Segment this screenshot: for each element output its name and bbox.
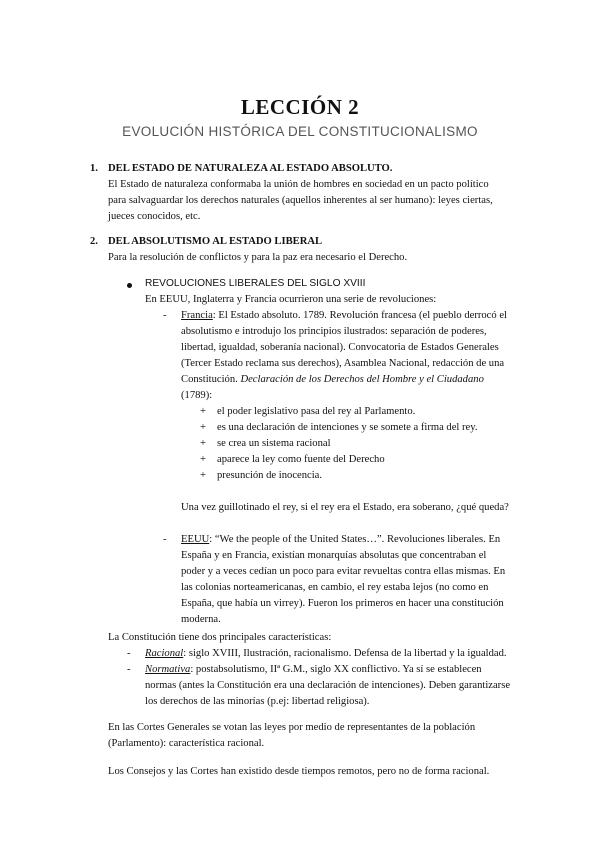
section2-heading: DEL ABSOLUTISMO AL ESTADO LIBERAL	[108, 236, 323, 247]
eeuu-dash: -	[163, 534, 167, 545]
eeuu-line-1	[181, 532, 500, 548]
plus-symbol: +	[200, 406, 206, 417]
bullet-intro: En EEUU, Inglaterra y Francia ocurrieron una serie de revoluciones:	[145, 294, 437, 305]
bullet-dot	[127, 283, 132, 288]
section2-number: 2.	[90, 236, 98, 247]
normativa-line-3: los derechos de las minorías (p.ej: libertad religiosa).	[145, 696, 370, 707]
page-subtitle: EVOLUCIÓN HISTÓRICA DEL CONSTITUCIONALISMO	[122, 124, 478, 139]
francia-line-5	[181, 372, 484, 388]
constitucion-intro: La Constitución tiene dos principales características:	[108, 632, 332, 643]
plus-item-5: presunción de inocencia.	[217, 470, 323, 481]
normativa-label: Normativa	[145, 664, 191, 675]
plus-symbol: +	[200, 438, 206, 449]
section1-line-1: El Estado de naturaleza conformaba la unión de hombres en sociedad en un pacto político	[108, 179, 489, 190]
bullet-heading: REVOLUCIONES LIBERALES DEL SIGLO XVIII	[145, 278, 366, 289]
eeuu-label: EEUU	[181, 534, 210, 545]
section2-intro: Para la resolución de conflictos y para la paz era necesario el Derecho.	[108, 252, 408, 263]
francia-question: Una vez guillotinado el rey, si el rey era el Estado, era soberano, ¿qué queda?	[181, 502, 509, 513]
normativa-line-2: normas (antes la Constitución era una declaración de intenciones). Deben garantizarse	[145, 680, 511, 691]
francia-line-2: absolutismo e introdujo los principios ilustrados: separación de poderes,	[181, 326, 487, 337]
plus-item-2: es una declaración de intenciones y se somete a firma del rey.	[217, 422, 478, 433]
eeuu-line-5: España, que había un virrey). Fueron los primeros en hacer una constitución	[181, 598, 504, 609]
normativa-dash: -	[127, 664, 131, 675]
eeuu-line-2: España y en Francia, existían monarquías absolutas que concentraban el	[181, 550, 487, 561]
francia-line-5-text: Constitución.	[181, 374, 241, 385]
consejos-line: Los Consejos y las Cortes han existido desde tiempos remotos, pero no de forma racional.	[108, 766, 490, 777]
plus-symbol: +	[200, 470, 206, 481]
section1-line-3: jueces conocidos, etc.	[108, 211, 201, 222]
francia-line-4: (Tercer Estado reclama sus derechos), Asamblea Nacional, redacción de una	[181, 358, 505, 369]
plus-symbol: +	[200, 454, 206, 465]
plus-item-1: el poder legislativo pasa del rey al Parlamento.	[217, 406, 416, 417]
eeuu-line-4: las colonias norteamericanas, en cambio, el rey estaba lejos (no como en	[181, 582, 489, 593]
racional-line	[145, 646, 507, 662]
francia-line-3: libertad, igualdad, soberanía nacional). Convocatoria de Estados Generales	[181, 342, 499, 353]
plus-item-3: se crea un sistema racional	[217, 438, 331, 449]
section1-heading: DEL ESTADO DE NATURALEZA AL ESTADO ABSOLUTO.	[108, 163, 393, 174]
declaration-title: Declaración de los Derechos del Hombre y el Ciudadano	[240, 374, 484, 385]
plus-symbol: +	[200, 422, 206, 433]
francia-line-1-text: : El Estado absoluto. 1789. Revolución francesa (el pueblo derrocó el	[212, 310, 507, 321]
racional-text: : siglo XVIII, Ilustración, racionalismo. Defensa de la libertad y la igualdad.	[183, 648, 507, 659]
section1-line-2: para salvaguardar los derechos naturales (aquellos inherentes al ser humano): leyes ciertas,	[108, 195, 493, 206]
francia-line-6: (1789):	[181, 390, 213, 401]
page-title: LECCIÓN 2	[240, 95, 360, 119]
eeuu-line-6: moderna.	[181, 614, 221, 625]
normativa-line-1	[145, 662, 482, 678]
eeuu-line-1-text: : “We the people of the United States…”. Revoluciones liberales. En	[209, 534, 501, 545]
section1-number: 1.	[90, 163, 98, 174]
francia-label: Francia	[181, 310, 213, 321]
cortes-line-2: (Parlamento): característica racional.	[108, 738, 265, 749]
eeuu-line-3: poder y a veces cedían un poco para evitar revueltas contra ellas mismas. En	[181, 566, 506, 577]
racional-label: Racional	[145, 648, 184, 659]
racional-dash: -	[127, 648, 131, 659]
francia-line-1	[181, 308, 507, 324]
normativa-text: : postabsolutismo, IIª G.M., siglo XX conflictivo. Ya sí se establecen	[190, 664, 482, 675]
plus-item-4: aparece la ley como fuente del Derecho	[217, 454, 385, 465]
francia-dash: -	[163, 310, 167, 321]
cortes-line-1: En las Cortes Generales se votan las leyes por medio de representantes de la población	[108, 722, 476, 733]
